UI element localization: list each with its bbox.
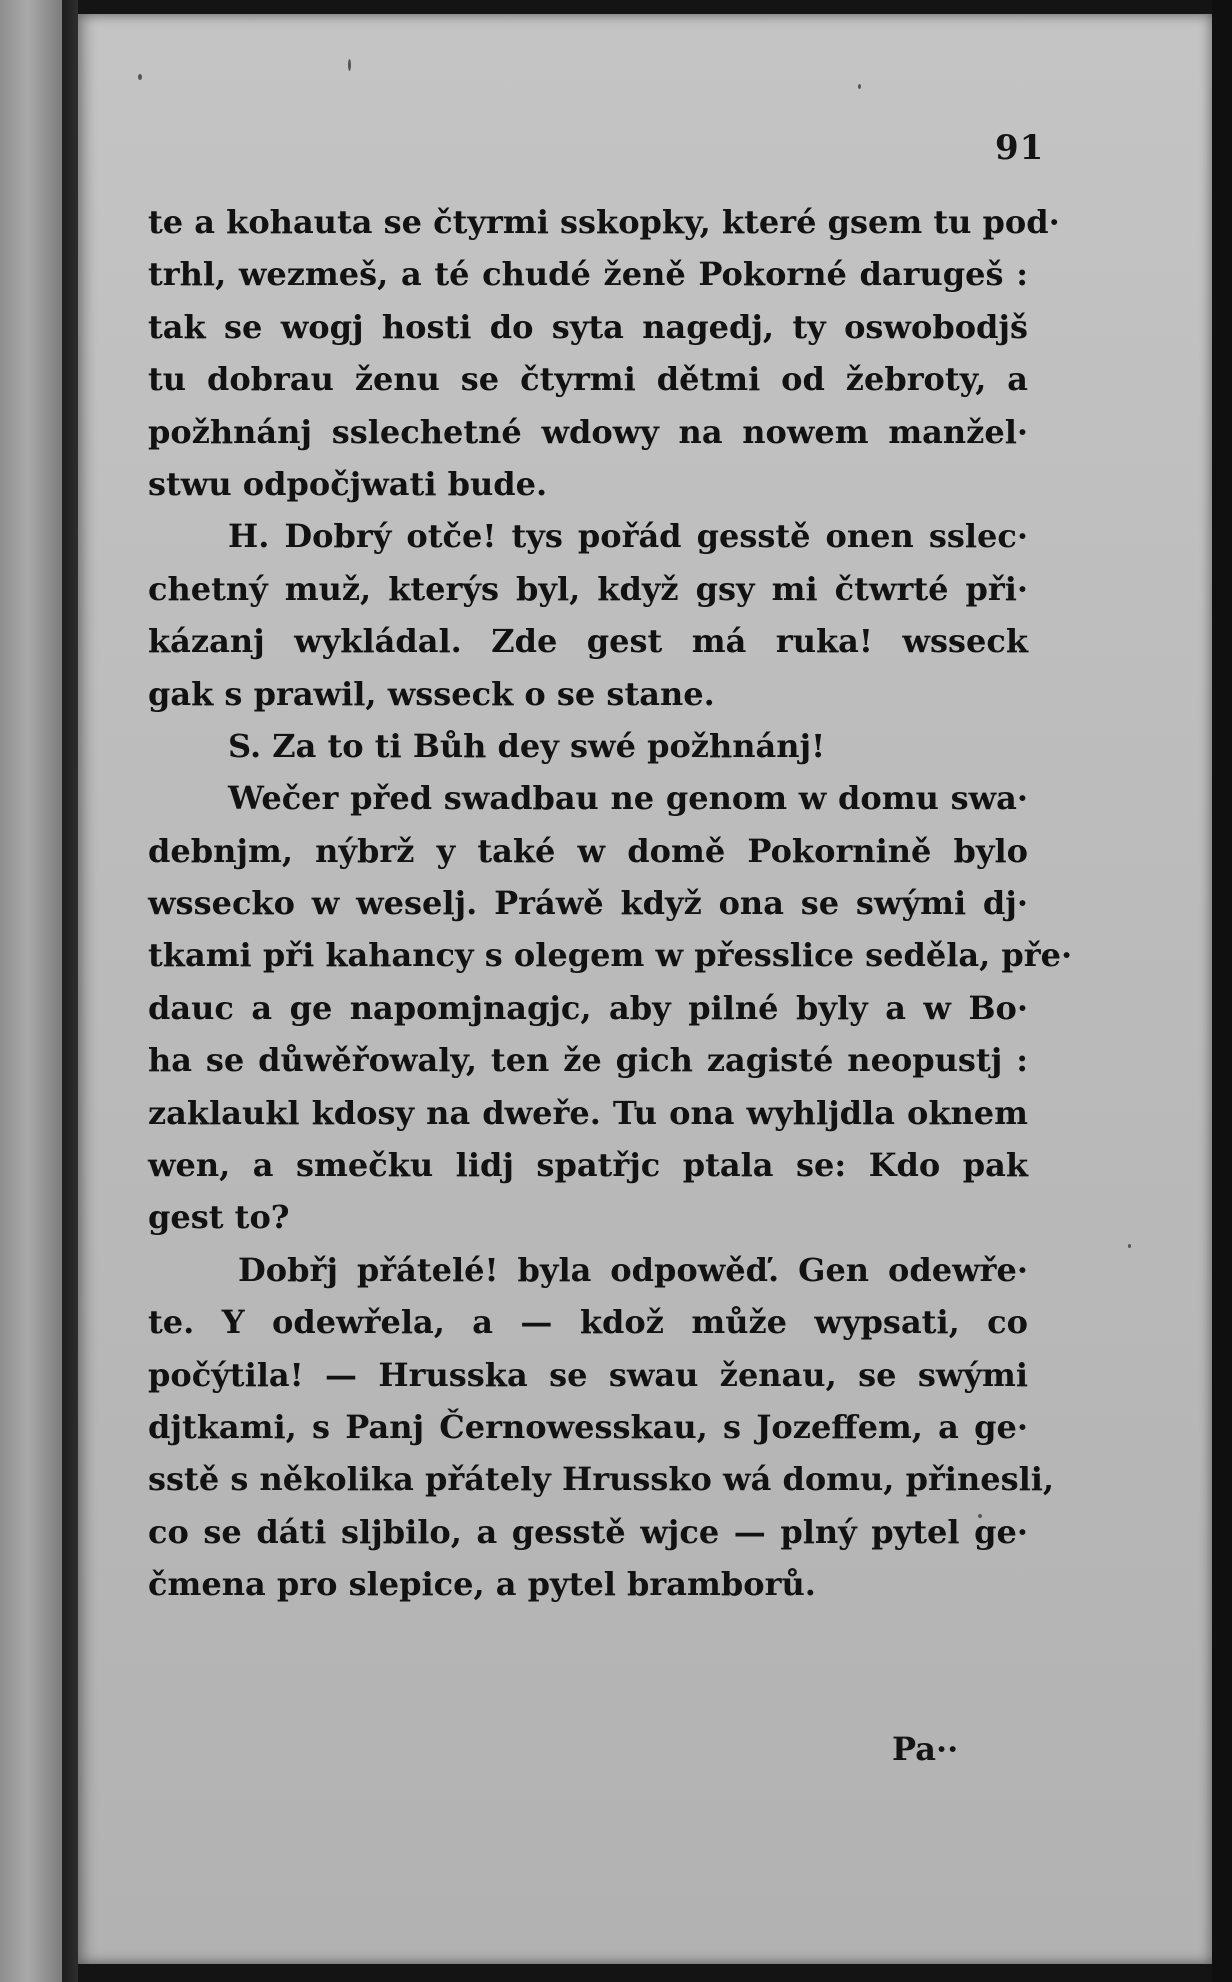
scan-border-right — [1212, 0, 1232, 1982]
text-line: gak s prawil, wsseck o se stane. — [148, 674, 715, 713]
text-line: sstě s několika přátely Hrussko wá domu, přinesli, — [148, 1460, 1055, 1499]
catchword: Pa·· — [892, 1730, 959, 1768]
text-line: tu dobrau ženu se čtyrmi dětmi od žebroty, a — [148, 360, 1028, 399]
text-line: debnjm, nýbrž y také w domě Pokornině bylo — [148, 831, 1028, 870]
text-line: tak se wogj hosti do syta nagedj, ty oswobodjš — [148, 307, 1028, 346]
text-line: ha se důwěřowaly, ten že gich zagisté neopustj : — [148, 1041, 1028, 1080]
text-line: Wečer před swadbau ne genom w domu swa· — [228, 779, 1028, 818]
text-line: dauc a ge napomjnagjc, aby pilné byly a w Bo· — [148, 988, 1028, 1027]
text-line: čmena pro slepice, a pytel bramborů. — [148, 1565, 816, 1604]
text-line: zaklaukl kdosy na dweře. Tu ona wyhljdla oknem — [148, 1093, 1028, 1132]
text-line: stwu odpočjwati bude. — [148, 464, 548, 503]
text-line: wssecko w weselj. Práwě když ona se swými dj· — [148, 884, 1028, 923]
paper-speck — [348, 59, 351, 71]
text-line: chetný muž, kterýs byl, když gsy mi čtwrté při· — [148, 569, 1028, 608]
paper-speck — [1128, 1244, 1131, 1248]
text-line: S. Za to ti Bůh dey swé požhnánj! — [228, 726, 826, 765]
text-line: co se dáti sljbilo, a gesstě wjce — plný pytel ge· — [148, 1512, 1028, 1551]
text-line: te a kohauta se čtyrmi sskopky, které gsem tu pod· — [148, 203, 1060, 241]
text-line: H. Dobrý otče! tys pořád gesstě onen sslec· — [228, 517, 1028, 556]
text-line: tkami při kahancy s olegem w přesslice seděla, pře· — [148, 936, 1073, 975]
text-line: te. Y odewřela, a — kdož může wypsati, co — [148, 1303, 1028, 1342]
paper-speck — [138, 74, 142, 80]
text-line: gest to? — [148, 1198, 290, 1237]
paper-speck — [858, 84, 861, 89]
text-line: trhl, wezmeš, a té chudé ženě Pokorné darugeš : — [148, 255, 1028, 294]
facing-page-edge — [0, 0, 62, 1982]
page-number: 91 — [995, 128, 1045, 168]
text-line: kázanj wykládal. Zde gest má ruka! wsseck — [148, 622, 1028, 661]
text-line: počýtila! — Hrusska se swau ženau, se swými — [148, 1355, 1028, 1394]
text-line: wen, a smečku lidj spatřjc ptala se: Kdo pak — [148, 1146, 1028, 1185]
text-line: Dobřj přátelé! byla odpowěď. Gen odewře· — [238, 1250, 1028, 1289]
book-gutter — [62, 0, 78, 1982]
text-line: požhnánj sslechetné wdowy na nowem manžel· — [148, 412, 1028, 451]
text-line: djtkami, s Panj Černowesskau, s Jozeffem, a ge· — [148, 1407, 1028, 1446]
body-text — [148, 196, 1073, 1611]
